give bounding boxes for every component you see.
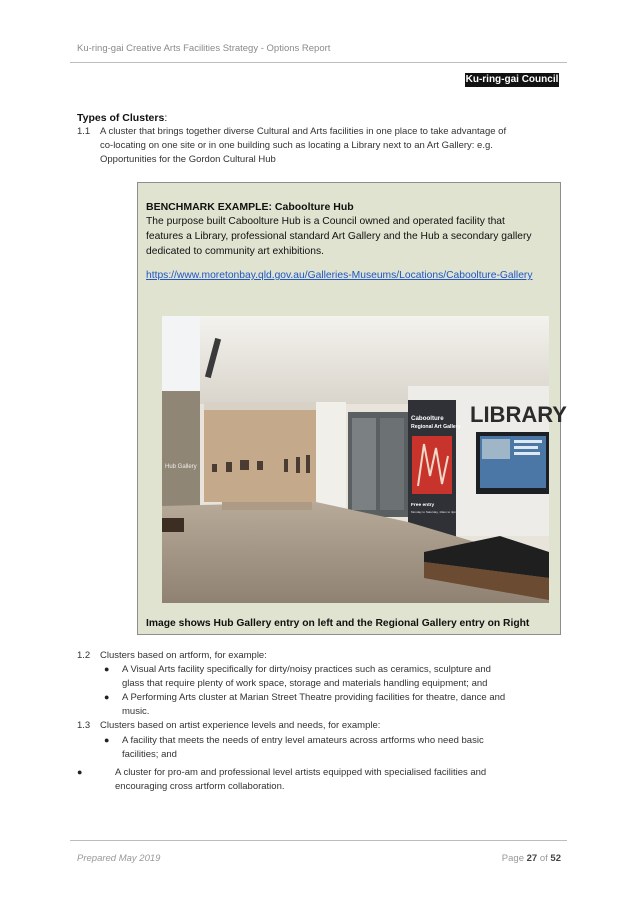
section-title [77, 112, 167, 124]
door-pane [380, 418, 404, 510]
footer-divider [70, 840, 567, 841]
paragraph-line: co-locating on one site or in one building such as locating a Library next to an Art Gallery: e.g. [100, 140, 493, 151]
hub-gallery-glass [162, 391, 200, 506]
artwork-frame [306, 455, 310, 473]
benchmark-description [146, 214, 556, 259]
gallery-floor [222, 502, 312, 510]
benchmark-box [137, 182, 567, 635]
paragraph-line: A cluster that brings together diverse Cultural and Arts facilities in one place to take advantage of [100, 126, 507, 137]
door-pane [352, 418, 376, 510]
gallery-sign-line: Caboolture [411, 415, 444, 422]
paragraph-line: Clusters based on artist experience levels and needs, for example: [100, 720, 381, 731]
benchmark-line: dedicated to community art exhibitions. [146, 246, 324, 257]
hub-gallery-room [204, 404, 316, 502]
paragraph-line: Clusters based on artform, for example: [100, 650, 267, 661]
free-entry-text: Free entry [411, 503, 435, 508]
bullet-icon: ● [104, 664, 110, 674]
bullet-line: encouraging cross artform collaboration. [115, 781, 285, 792]
photo-caption: Image shows Hub Gallery entry on left and the Regional Gallery entry on Right [146, 618, 530, 629]
bullet-line: facilities; and [122, 749, 177, 760]
bullet-line: glass that require plenty of work space, storage and materials handling equipment; and [122, 678, 488, 689]
page-of: of [539, 853, 548, 864]
item-number: 1.3 [77, 720, 91, 731]
section-title-text: Types of Clusters [77, 112, 165, 124]
bullet-icon: ● [104, 692, 110, 702]
opening-hours-text: Monday to Saturday, 10am to 4pm [411, 510, 457, 514]
hub-interior-photo [162, 316, 567, 603]
bullet-line: A cluster for pro-am and professional level artists equipped with specialised facilities and [115, 767, 487, 778]
hub-gallery-ceiling [204, 402, 316, 410]
item-number: 1.1 [77, 126, 91, 137]
bench-left [162, 518, 184, 532]
bullet-icon: ● [104, 735, 110, 745]
benchmark-line: features a Library, professional standard Art Gallery and the Hub a secondary gallery [146, 231, 532, 242]
page-label: Page [501, 853, 524, 864]
artwork-frame [240, 460, 249, 470]
benchmark-title: BENCHMARK EXAMPLE: Caboolture Hub [146, 201, 354, 213]
gallery-sign-line: Regional Art Gallery [411, 424, 461, 430]
benchmark-link[interactable]: https://www.moretonbay.qld.gov.au/Galleries-Museums/Locations/Caboolture-Gallery [146, 270, 533, 281]
artwork-frame [296, 457, 300, 473]
benchmark-line: The purpose built Caboolture Hub is a Council owned and operated facility that [146, 216, 505, 227]
bullet-line: A facility that meets the needs of entry level amateurs across artforms who need basic [122, 735, 484, 746]
page-number [502, 853, 561, 864]
paragraph-line: Opportunities for the Gordon Cultural Hub [100, 154, 276, 165]
screen-text-line [514, 446, 538, 449]
screen-text-line [514, 452, 540, 455]
artwork-frame [284, 459, 288, 472]
screen-text-line [514, 440, 542, 443]
screen-image [482, 439, 510, 459]
bullet-line: A Visual Arts facility specifically for dirty/noisy practices such as ceramics, sculpture and [122, 664, 491, 675]
artwork-frame [257, 461, 263, 470]
library-sign: LIBRARY [470, 402, 567, 427]
section-title-colon: : [164, 112, 168, 124]
artwork-frame [226, 462, 232, 472]
document-header-title: Ku-ring-gai Creative Arts Facilities Strategy - Options Report [77, 43, 331, 54]
bullet-line: A Performing Arts cluster at Marian Street Theatre providing facilities for theatre, dance and [122, 692, 506, 703]
header-divider [70, 62, 567, 63]
bullet-icon: ● [77, 767, 83, 777]
hub-gallery-sign: Hub Gallery [165, 464, 197, 470]
artwork-frame [212, 464, 217, 472]
prepared-date: Prepared May 2019 [77, 853, 161, 864]
page-total: 52 [550, 853, 561, 864]
council-brand-badge: Ku-ring-gai Council [465, 74, 559, 85]
page-current: 27 [526, 853, 538, 864]
bullet-line: music. [122, 706, 150, 717]
item-number: 1.2 [77, 650, 91, 661]
